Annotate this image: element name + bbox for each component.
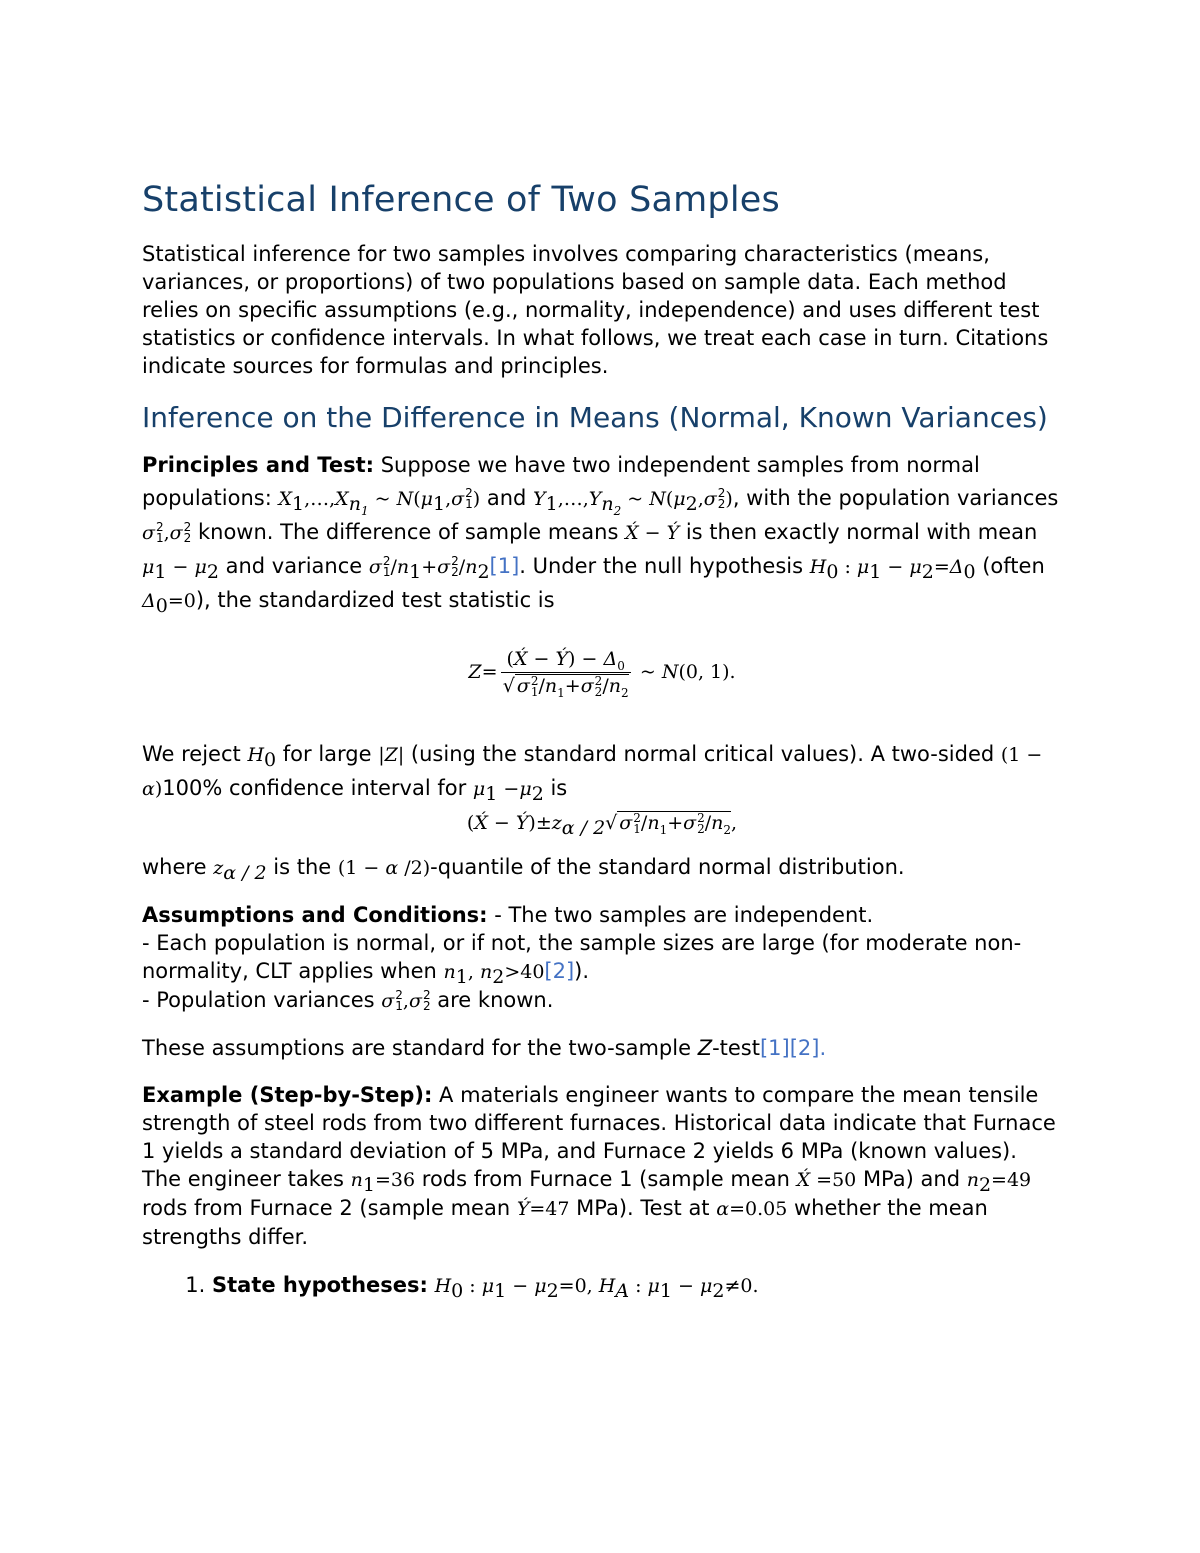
where-paragraph: where $z_{\alpha / 2}$ is the (1 − α /2)-quantile of the standard normal distribution. [142, 855, 905, 885]
example-label: Example (Step-by-Step): [142, 1083, 433, 1107]
citation-link[interactable]: [1] [489, 554, 520, 578]
citation-link[interactable]: [2] [544, 959, 575, 983]
math-inline: X [278, 488, 292, 510]
example-paragraph: Example (Step-by-Step): A materials engineer wants to compare the mean tensile strength of steel rods from two different furnaces. Historical data indicate that Furnace 1 yields a standard deviation of 5 MPa, and Furnace 2 yields 6 MPa (known values). The engineer takes $n_1=36$ rods from Furnace 1 (sample mean X́ =50 MPa) and $n_2=49$ rods from Furnace 2 (sample mean Ý=47 MPa). Test at α=0.05 whether the mean strengths differ. [142, 1083, 1056, 1249]
section-heading: Inference on the Difference in Means (Normal, Known Variances) [142, 401, 1048, 434]
principles-label: Principles and Test: [142, 453, 375, 477]
confidence-interval-formula: (X́ − $Ý)\pm z_{\alpha / 2}√$ σ 2 1 $/n_1+\sigma$ 2 2 $/n_2$, [466, 811, 738, 839]
z-statistic-formula: Z= (X́ − Ý) − $\Delta_0$ √ σ 2 1 $/n_1+\sigma$ 2 2 $/n_2$ ~ N(0, 1). [468, 648, 736, 700]
citation-link[interactable]: [2] [789, 1036, 820, 1060]
citation-link[interactable]: [1] [759, 1036, 790, 1060]
intro-paragraph: Statistical inference for two samples involves comparing characteristics (means, variances, or proportions) of two populations based on sample data. Each method relies on specific assumptions (e.g., normality, independence) and uses different test statistics or confidence intervals. In what follows, we treat each case in turn. Citations indicate sources for formulas and principles. [142, 242, 1049, 378]
standard-paragraph: These assumptions are standard for the two-sample Z-test[1][2]. [142, 1036, 827, 1060]
document-content [142, 176, 1062, 1301]
assumptions-label: Assumptions and Conditions: [142, 903, 488, 927]
assumptions-paragraph: Assumptions and Conditions: - The two samples are independent. - Each population is normal, or if not, the sample sizes are large (for moderate non-normality, CLT applies when $n_1$, $n_2>40[2]$). - Population variances σ 2 1 ,σ 2 2 are known. [142, 903, 1022, 1013]
reject-paragraph: We reject $H_0$ for large |Z| (using the standard normal critical values). A two-sided (1 − α)100% confidence interval for $\mu_1 -\mu_2$ is [142, 742, 1043, 806]
principles-paragraph: Principles and Test: Suppose we have two independent samples from normal populations: $X_1,\dots,X_{n_1}$ ~ $N(\mu_1,\sigma$ 2 1 ) and $Y_1,\dots,Y_{n_2}$ ~ $N(\mu_2,\sigma$ 2 2 ), with the population variances σ 2 1 ,σ 2 2 known. The difference of sample means X́ − Ý is then exactly normal with mean $\mu_1 - \mu_2$ and variance σ 2 1 $/n_1+\sigma$ 2 2 $/n_2[1]$. Under the null hypothesis $H_0$ : $\mu_1 - \mu_2=\Delta_0$ (often $\Delta_0=0$), the standardized test statistic is [142, 453, 1059, 618]
list-item: 1. State hypotheses: $H_0$ : $\mu_1 - \mu_2=0$, $H_A$ : $\mu_1 - \mu_2\ne 0$. [212, 1270, 1062, 1301]
steps-list [142, 1270, 1062, 1301]
page-title: Statistical Inference of Two Samples [142, 180, 780, 220]
